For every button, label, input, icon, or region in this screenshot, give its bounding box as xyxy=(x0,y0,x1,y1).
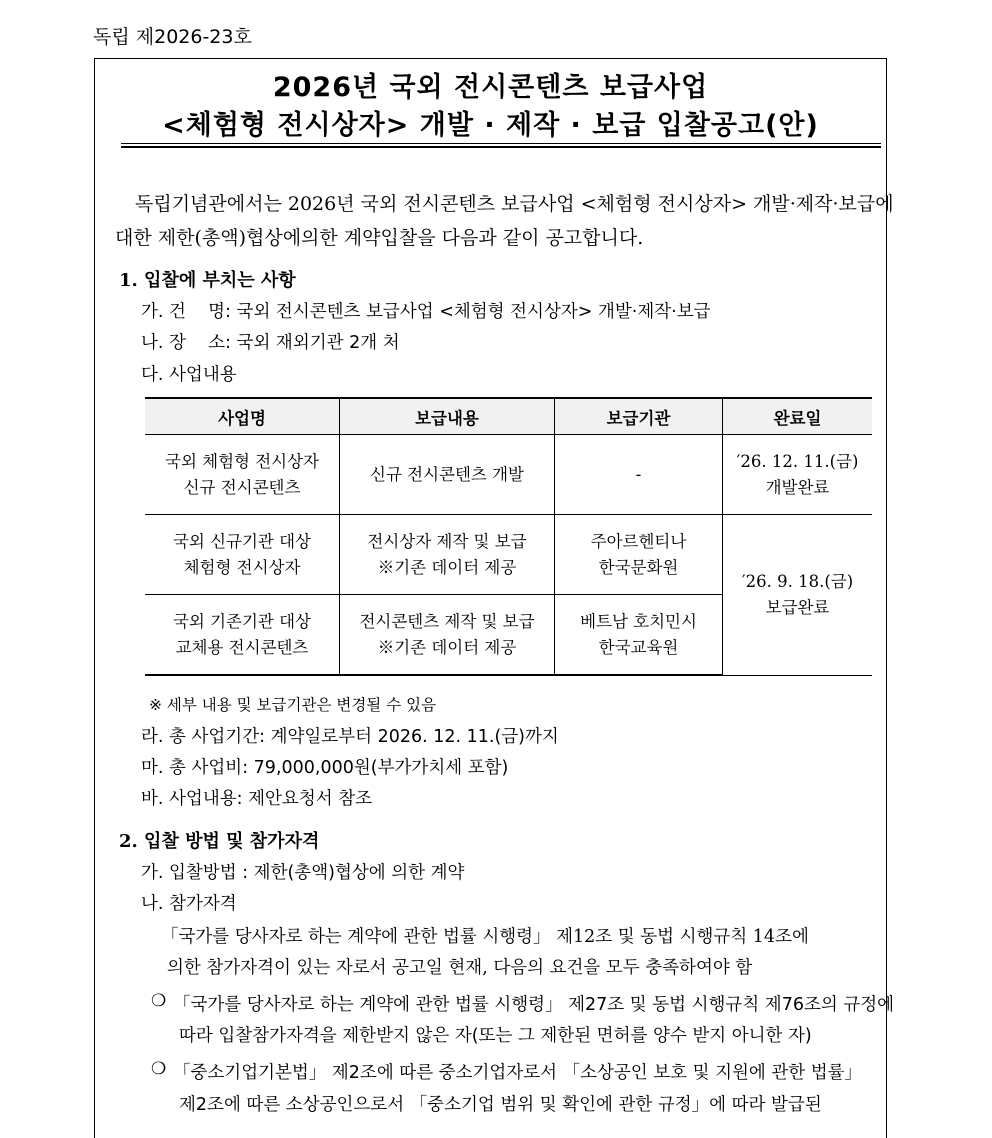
title-line-2: <체험형 전시상자> 개발 · 제작 · 보급 입찰공고(안) xyxy=(162,110,819,141)
cell-line: ′26. 9. 18.(금) xyxy=(741,571,854,591)
section1-item-ga: 가. 건 명: 국외 전시콘텐츠 보급사업 <체험형 전시상자> 개발·제작·보급 xyxy=(141,302,711,322)
table-header-row xyxy=(145,398,872,435)
document-number: 독립 제2026-23호 xyxy=(93,26,252,48)
qualification-line-1: 「국가를 당사자로 하는 계약에 관한 법률 시행령」 제12조 및 동법 시행규칙 14조에 xyxy=(161,927,809,947)
cell-line: 한국교육원 xyxy=(598,637,679,657)
cell-line: - xyxy=(635,464,642,484)
cell-completion xyxy=(723,435,873,515)
cell-line: 보급완료 xyxy=(765,597,830,617)
section1-item-na: 나. 장 소: 국외 재외기관 2개 처 xyxy=(141,333,400,353)
cell-business-name xyxy=(145,515,340,595)
header-agency: 보급기관 xyxy=(555,398,723,435)
cell-line: 베트남 호치민시 xyxy=(580,611,697,631)
cell-line: 전시상자 제작 및 보급 xyxy=(367,531,527,551)
intro-line-1: 독립기념관에서는 2026년 국외 전시콘텐츠 보급사업 <체험형 전시상자> 개발·제작·보급에 xyxy=(135,193,894,215)
header-business-name: 사업명 xyxy=(145,398,340,435)
section2-item-na: 나. 참가자격 xyxy=(141,894,237,914)
header-content: 보급내용 xyxy=(340,398,555,435)
cell-line: ※기존 데이터 제공 xyxy=(377,637,517,657)
table-row xyxy=(145,515,872,595)
cell-completion xyxy=(723,515,873,676)
cell-line: 국외 신규기관 대상 xyxy=(172,531,311,551)
title-line-1: 2026년 국외 전시콘텐츠 보급사업 xyxy=(272,72,709,103)
header-completion: 완료일 xyxy=(723,398,873,435)
bullet1-line-1: 「국가를 당사자로 하는 계약에 관한 법률 시행령」 제27조 및 동법 시행규칙 제76조의 규정에 xyxy=(173,995,895,1015)
cell-agency xyxy=(555,595,723,676)
bullet2-line-1: 「중소기업기본법」 제2조에 따른 중소기업자로서 「소상공인 보호 및 지원에 관한 법률」 xyxy=(173,1063,863,1083)
title-rule-thick xyxy=(121,146,881,148)
section2-item-ga: 가. 입찰방법 : 제한(총액)협상에 의한 계약 xyxy=(141,863,465,883)
section1-heading: 1. 입찰에 부치는 사항 xyxy=(119,270,296,291)
section1-item-da: 다. 사업내용 xyxy=(141,365,237,385)
cell-line: 전시콘텐츠 제작 및 보급 xyxy=(359,611,535,631)
cell-agency xyxy=(555,515,723,595)
cell-line: 국외 기존기관 대상 xyxy=(172,611,311,631)
table-row xyxy=(145,435,872,515)
cell-content xyxy=(340,435,555,515)
table-note: ※ 세부 내용 및 보급기관은 변경될 수 있음 xyxy=(149,696,437,714)
business-table xyxy=(145,397,872,676)
cell-line: 국외 체험형 전시상자 xyxy=(165,451,319,471)
section1-item-ra: 라. 총 사업기간: 계약일로부터 2026. 12. 11.(금)까지 xyxy=(141,727,559,747)
bullet1-line-2: 따라 입찰참가자격을 제한받지 않은 자(또는 그 제한된 면허를 양수 받지 아니한 자) xyxy=(179,1026,812,1046)
notice-frame xyxy=(94,58,895,1138)
cell-line: 한국문화원 xyxy=(598,557,679,577)
cell-line: 주아르헨티나 xyxy=(590,531,687,551)
intro-line-2: 대한 제한(총액)협상에의한 계약입찰을 다음과 같이 공고합니다. xyxy=(115,227,644,249)
cell-line: 신규 전시콘텐츠 개발 xyxy=(370,464,524,484)
cell-business-name xyxy=(145,435,340,515)
cell-line: ′26. 12. 11.(금) xyxy=(736,451,859,471)
section1-item-ma: 마. 총 사업비: 79,000,000원(부가가치세 포함) xyxy=(141,758,509,778)
cell-content xyxy=(340,595,555,676)
bullet-circle-icon: ❍ xyxy=(151,991,167,1011)
section2-heading: 2. 입찰 방법 및 참가자격 xyxy=(119,831,320,852)
qualification-line-2: 의한 참가자격이 있는 자로서 공고일 현재, 다음의 요건을 모두 충족하여야 함 xyxy=(167,958,753,978)
cell-line: 신규 전시콘텐츠 xyxy=(183,477,301,497)
cell-agency xyxy=(555,435,723,515)
cell-content xyxy=(340,515,555,595)
cell-line: 체험형 전시상자 xyxy=(183,557,301,577)
section1-item-ba: 바. 사업내용: 제안요청서 참조 xyxy=(141,789,373,809)
cell-line: 교체용 전시콘텐츠 xyxy=(175,637,309,657)
bullet2-line-2: 제2조에 따른 소상공인으로서 「중소기업 범위 및 확인에 관한 규정」에 따라 발급된 xyxy=(179,1095,822,1115)
bullet-circle-icon: ❍ xyxy=(151,1059,167,1079)
cell-line: 개발완료 xyxy=(765,477,830,497)
cell-line: ※기존 데이터 제공 xyxy=(377,557,517,577)
title-rule xyxy=(121,143,881,144)
cell-business-name xyxy=(145,595,340,676)
